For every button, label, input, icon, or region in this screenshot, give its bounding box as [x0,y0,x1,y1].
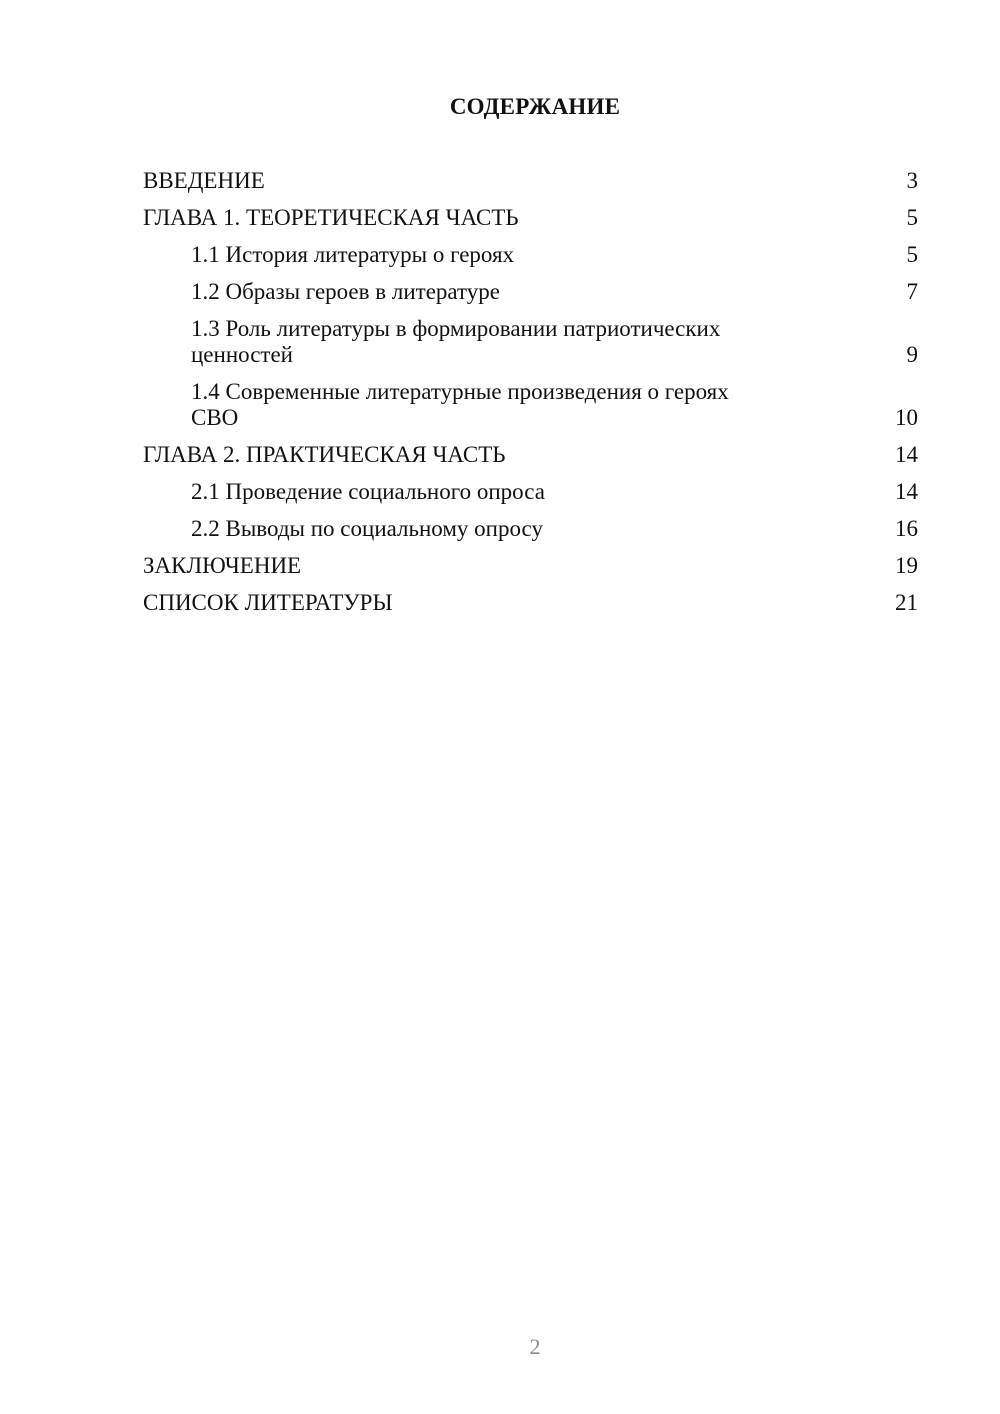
toc-entry-label: ЗАКЛЮЧЕНИЕ [143,553,302,578]
toc-entry-section-1-4[interactable] [143,379,918,431]
toc-entry-label: 1.3 Роль литературы в формировании патриотических ценностей [191,316,721,367]
page-number: 2 [529,1334,541,1359]
toc-entry-label: СПИСОК ЛИТЕРАТУРЫ [143,590,393,615]
toc-entry-page: 16 [895,516,918,541]
toc-entry-section-1-1[interactable] [143,242,918,268]
toc-entry-section-2-2[interactable] [143,516,918,542]
toc-entry-page: 14 [895,479,918,504]
toc-entry-page: 3 [906,168,918,193]
toc-entry-label: 1.2 Образы героев в литературе [191,279,500,304]
toc-entry-label: 2.1 Проведение социального опроса [191,479,545,504]
table-of-contents [143,168,918,627]
toc-entry-label: 1.1 История литературы о героях [191,242,515,267]
toc-entry-page: 10 [895,405,918,430]
toc-entry-introduction[interactable] [143,168,918,194]
toc-entry-page: 19 [895,553,918,578]
toc-entry-label: ГЛАВА 1. ТЕОРЕТИЧЕСКАЯ ЧАСТЬ [143,205,519,230]
toc-entry-chapter-1[interactable] [143,205,918,231]
toc-entry-page: 14 [895,442,918,467]
toc-entry-conclusion[interactable] [143,553,918,579]
toc-entry-label: 2.2 Выводы по социальному опросу [191,516,543,541]
toc-entry-label: ГЛАВА 2. ПРАКТИЧЕСКАЯ ЧАСТЬ [143,442,506,467]
page-title: СОДЕРЖАНИЕ [449,94,621,119]
toc-entry-section-2-1[interactable] [143,479,918,505]
toc-entry-page: 5 [906,205,918,230]
toc-entry-section-1-3[interactable] [143,316,918,368]
toc-entry-page: 21 [895,590,918,615]
toc-entry-label: ВВЕДЕНИЕ [143,168,265,193]
toc-entry-page: 7 [906,279,918,304]
toc-entry-chapter-2[interactable] [143,442,918,468]
toc-entry-section-1-2[interactable] [143,279,918,305]
toc-entry-page: 5 [906,242,918,267]
toc-entry-references[interactable] [143,590,918,616]
toc-entry-page: 9 [906,342,918,367]
toc-entry-label: 1.4 Современные литературные произведения о героях СВО [191,379,729,430]
